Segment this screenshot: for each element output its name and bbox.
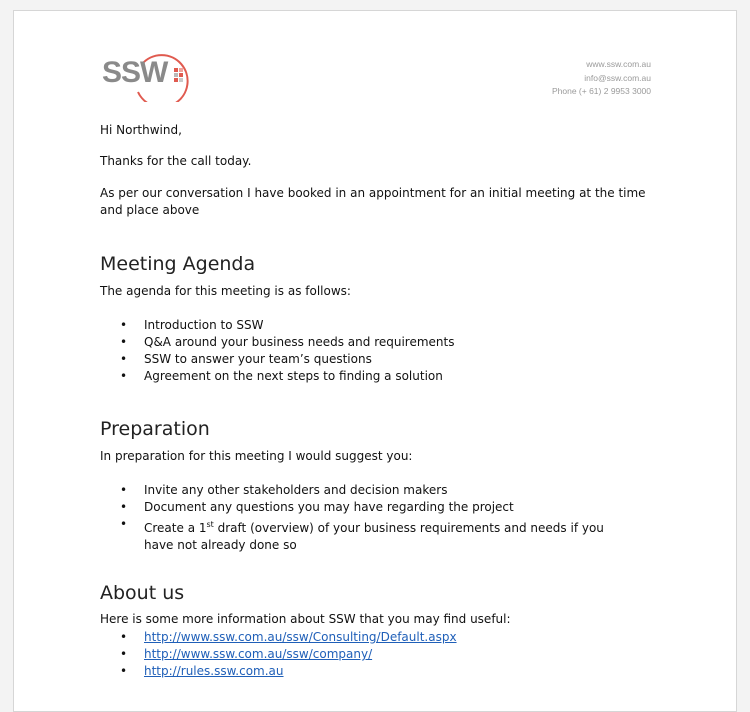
list-item-draft: [100, 516, 620, 554]
list-item: [100, 629, 620, 646]
about-heading: About us: [100, 582, 185, 604]
preparation-heading: Preparation: [100, 418, 210, 440]
list-item: • Q&A around your business needs and requirements: [100, 334, 620, 351]
document-page: [13, 10, 737, 712]
draft-text-end: draft (overview) of your business requirements and needs if you have not already done so: [144, 521, 604, 552]
consulting-link[interactable]: http://www.ssw.com.au/ssw/Consulting/Default.aspx: [144, 630, 457, 644]
contact-phone: Phone (+ 61) 2 9953 3000: [551, 86, 651, 96]
logo-squares-icon: [174, 68, 188, 88]
draft-superscript: st: [206, 520, 214, 529]
agenda-heading: Meeting Agenda: [100, 253, 256, 275]
contact-email: info@ssw.com.au: [584, 72, 651, 83]
intro-paragraph: As per our conversation I have booked in an appointment for an initial meeting at the time and place above: [100, 186, 646, 217]
agenda-lead: The agenda for this meeting is as follows:: [100, 284, 351, 298]
list-item: • SSW to answer your team’s questions: [100, 351, 620, 368]
contact-website: www.ssw.com.au: [586, 59, 651, 69]
list-item: [100, 663, 620, 680]
preparation-list: [100, 482, 620, 554]
thanks-line: Thanks for the call today.: [100, 154, 252, 168]
rules-link[interactable]: http://rules.ssw.com.au: [144, 664, 284, 678]
list-item: • Introduction to SSW: [100, 317, 620, 334]
list-item: • Agreement on the next steps to finding a solution: [100, 368, 620, 385]
ssw-logo: [102, 54, 192, 102]
logo-text: SSW: [102, 56, 168, 89]
list-item: • Document any questions you may have regarding the project: [100, 499, 620, 516]
greeting: Hi Northwind,: [100, 123, 182, 137]
list-item: • Invite any other stakeholders and decision makers: [100, 482, 620, 499]
agenda-list: [100, 317, 620, 385]
list-item: [100, 646, 620, 663]
company-link[interactable]: http://www.ssw.com.au/ssw/company/: [144, 647, 373, 661]
draft-text-start: Create a 1: [144, 521, 207, 535]
contact-block: [552, 58, 651, 99]
preparation-lead: In preparation for this meeting I would suggest you:: [100, 449, 413, 463]
about-lead: Here is some more information about SSW that you may find useful:: [100, 612, 511, 626]
about-links-list: [100, 629, 620, 680]
